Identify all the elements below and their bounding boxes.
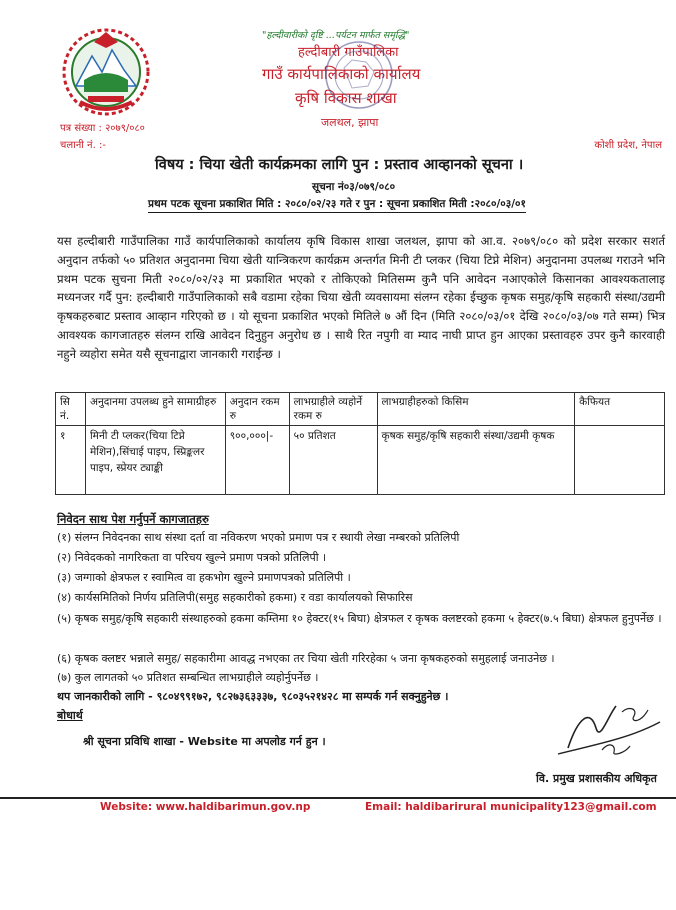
notice-body: यस हल्दीबारी गाउँपालिका गाउँ कार्यपालिकाको कार्यालय कृषि विकास शाखा जलथल, झापा को आ.व. २०७९/०८० को प्रदेश सरकार सशर्त अनुदान तर्फको ५० प्रतिशत अनुदानमा चिया खेती यान्त्रिकरण कार्यक्रम अन्तर्गत मिनी टी प्लकर (चिया टिप्ने मेशिन) अनुदानमा उपलब्ध गराउने भनि प्रथम पटक सुचना मिती २०८०/०२/२३ मा प्रकाशित भएको र तोकिएको मितिसम्म कुनै पनि आवेदन नआएकोले किसानका आवश्यकतालाइ मध्यनजर गर्दै पुन: हल्दीबारी गाउँपालिकाको सबै वडामा रहेका चिया खेती व्यवसायमा संलग्न रहेका ईच्छुक कृषक समुह/कृषि सहकारी संस्था/उद्यमी कृषकहरुबाट प्रस्ताव आव्हान गरिएको छ । यो सूचना प्रकाशित भएको मितिले ७ औं दिन (मिति २०८०/०३/०१ देखि २०८०/०३/०७ गते सम्म) भित्र आवश्यक कागजातहरु संलग्न राखि आवेदन दिनुहुन अनुरोध छ । साथै रित नपुगी वा म्याद नाघी प्राप्त हुन आएका प्रस्तावहरु उपर कुनै कारवाही नहुने व्यहोरा समेत यसै सूचनाद्वारा जानकारी गराईन्छ । — [57, 234, 665, 361]
office-stamp-seal — [322, 38, 396, 112]
cell-beneficiary-share: ५० प्रतिशत — [289, 426, 377, 495]
footer-website: Website: www.haldibarimun.gov.np — [100, 801, 311, 813]
office-name: गाउँ कार्यपालिकाको कार्यालय — [262, 65, 421, 83]
requirement-item: (७) कुल लागतको ५० प्रतिशत सम्बन्धित लाभग्राहीले व्यहोर्नुपर्नेछ । — [57, 671, 319, 684]
col-header-beneficiary-share: लाभग्राहीले व्यहोर्ने रकम रु — [289, 393, 377, 426]
grant-items-table — [55, 392, 665, 495]
cell-items: मिनी टी प्लकर(चिया टिप्ने मेशिन),सिंचाई पाइप, स्प्रिङ्कलर पाइप, स्प्रेयर ट्याङ्की — [85, 426, 225, 495]
table-header-row — [56, 393, 665, 426]
requirements-title: निवेदन साथ पेश गर्नुपर्ने कागजातहरु — [57, 512, 209, 526]
office-address: जलथल, झापा — [321, 116, 379, 129]
slogan: "हल्दीवारीको दृष्टि ...पर्यटन मार्फत समृद्धि" — [262, 30, 410, 41]
dispatch-number: चलानी नं. :- — [60, 140, 106, 151]
notice-subject: विषय : चिया खेती कार्यक्रमका लागि पुन : प्रस्ताव आव्हानको सूचना । — [155, 157, 524, 173]
bodhartha-title: बोधार्थ — [57, 709, 83, 722]
footer-email: Email: haldibarirural municipality123@gmail.com — [365, 801, 657, 813]
col-header-remarks: कैफियत — [575, 393, 665, 426]
province-label: कोशी प्रदेश, नेपाल — [594, 140, 662, 151]
requirement-item: (६) कृषक क्लष्टर भन्नाले समुह/ सहकारीमा आवद्ध नभएका तर चिया खेती गरिरहेका ५ जना कृषकहरुको समुहलाई जनाउनेछ । — [57, 652, 555, 665]
requirement-item: (१) संलग्न निवेदनका साथ संस्था दर्ता वा नविकरण भएको प्रमाण पत्र र स्थायी लेखा नम्बरको प्रतिलिपी — [57, 531, 460, 544]
requirement-item: (३) जग्गाको क्षेत्रफल र स्वामित्व वा हकभोग खुल्ने प्रमाणपत्रको प्रतिलिपी । — [57, 571, 351, 584]
requirement-item: (२) निवेदकको नागरिकता वा परिचय खुल्ने प्रमाण पत्रको प्रतिलिपी । — [57, 551, 327, 564]
col-header-grant-amount: अनुदान रकम रु — [225, 393, 289, 426]
publication-dates: प्रथम पटक सूचना प्रकाशित मिति : २०८०/०२/२३ गते र पुन : सूचना प्रकाशित मिती :२०८०/०३/०१ — [148, 197, 526, 213]
footer-divider — [0, 797, 676, 799]
bodhartha-line: श्री सूचना प्रविधि शाखा - Website मा अपलोड गर्न हुन । — [83, 735, 326, 748]
requirement-item: (५) कृषक समुह/कृषि सहकारी संस्थाहरुको हकमा कम्तिमा १० हेक्टर(१५ बिघा) क्षेत्रफल र कृषक क्लष्टरको हकमा ५ हेक्टर(७.५ बिघा) क्षेत्रफल हुनुपर्नेछ । — [57, 612, 662, 625]
signatory-title: वि. प्रमुख प्रशासकीय अधिकृत — [536, 772, 657, 785]
notice-number: सूचना नं०३/०७९/०८० — [312, 181, 396, 193]
cell-beneficiary-type: कृषक समुह/कृषि सहकारी संस्था/उद्यमी कृषक — [377, 426, 575, 495]
col-header-sn: सि नं. — [56, 393, 86, 426]
table-row — [56, 426, 665, 495]
letter-number: पत्र संख्या : २०७९/०८० — [60, 123, 145, 134]
cell-remarks — [575, 426, 665, 495]
col-header-beneficiary-type: लाभग्राहीहरुको किसिम — [377, 393, 575, 426]
handwritten-signature — [538, 698, 666, 760]
requirement-item: (४) कार्यसमितिको निर्णय प्रतिलिपी(समुह सहकारीको हकमा) र वडा कार्यालयको सिफारिस — [57, 591, 413, 604]
nepal-emblem-logo — [58, 20, 154, 124]
branch-name: कृषि विकास शाखा — [295, 89, 397, 107]
contact-numbers: थप जानकारीको लागि - ९८०४९९१७२, ९८२७३६३३३७, ९८०३५२१४२८ मा सम्पर्क गर्न सक्नुहुनेछ । — [57, 690, 449, 703]
municipality-name: हल्दीबारी गाउँपालिका — [298, 45, 399, 60]
cell-grant-amount: ९००,०००|- — [225, 426, 289, 495]
col-header-items: अनुदानमा उपलब्ध हुने सामाग्रीहरु — [85, 393, 225, 426]
cell-sn: १ — [56, 426, 86, 495]
